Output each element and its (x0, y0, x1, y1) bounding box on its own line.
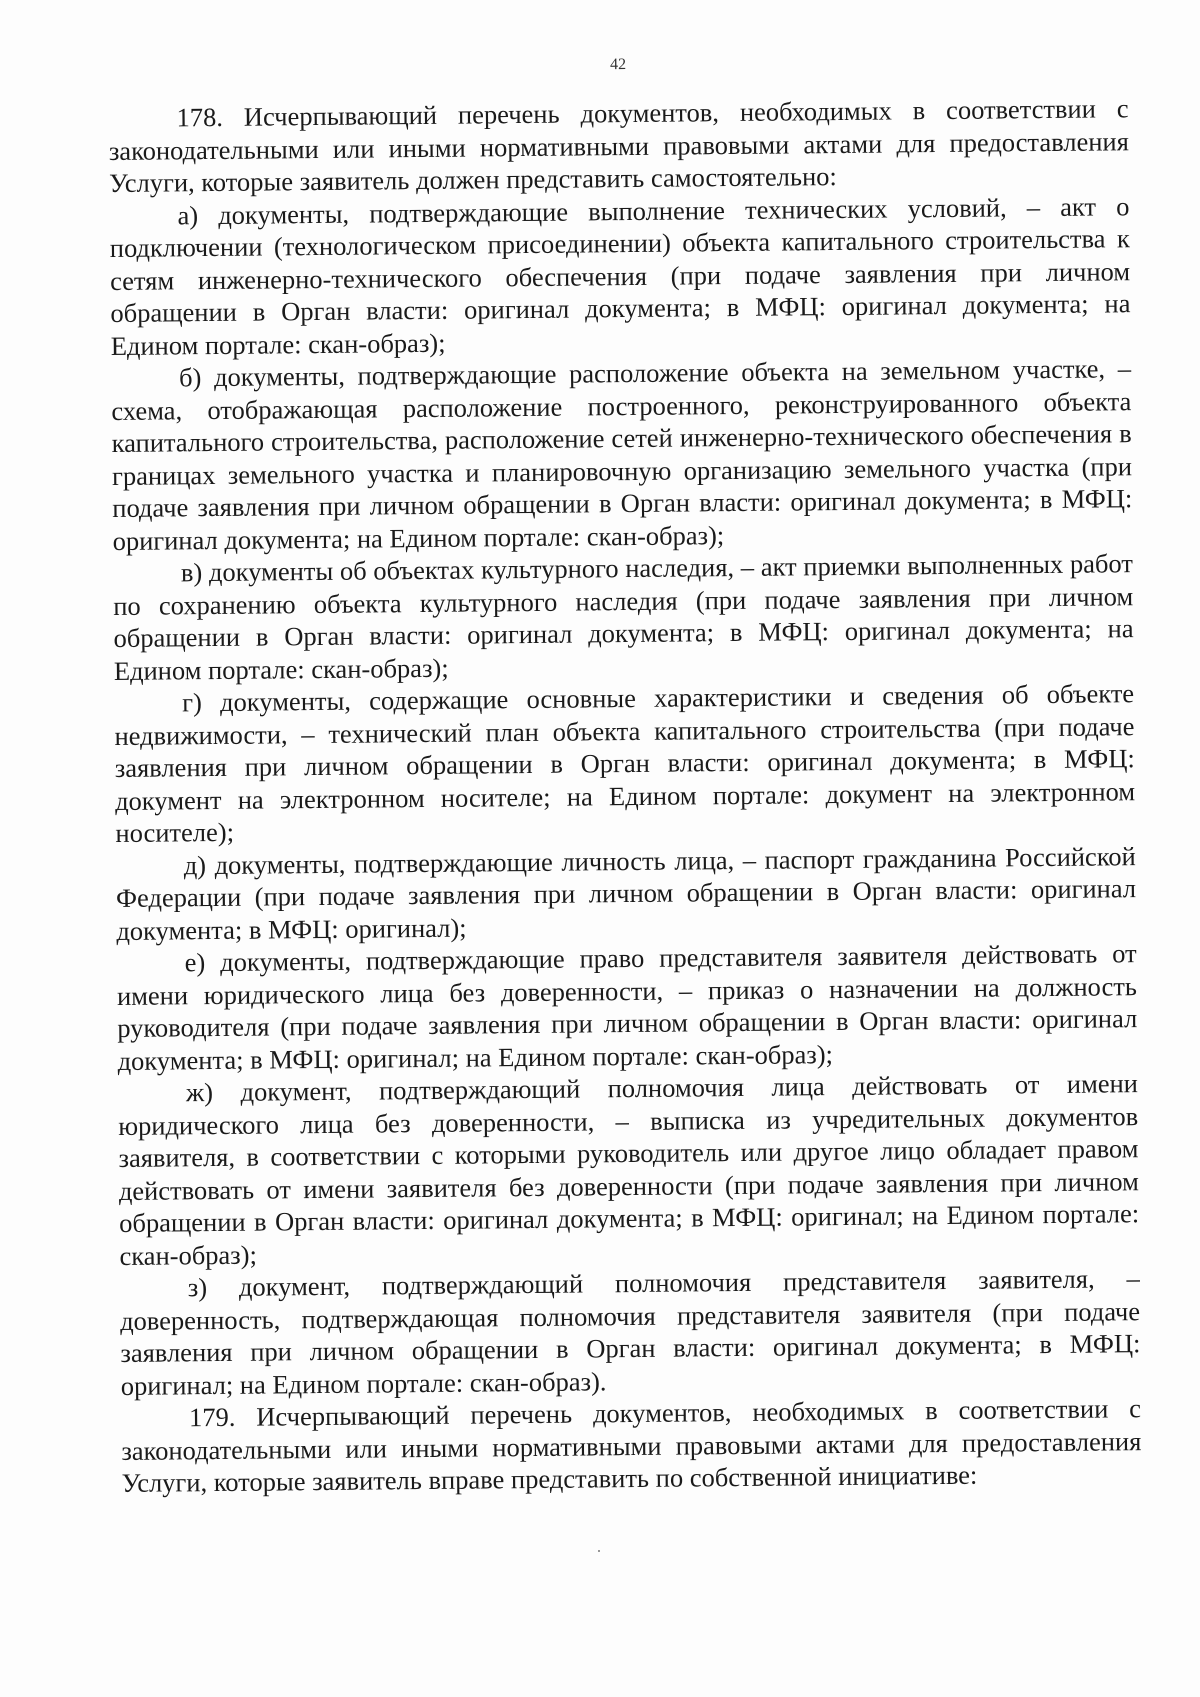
page-number: 42 (609, 56, 627, 74)
list-item-v: в) документы об объектах культурного наследия, – акт приемки выполненных работ по сохранению объекта культурного наследия (при подаче заявления при личном обращении в Орган власти: оригинал документа; в МФЦ: оригинал документа; на Едином портале: скан-образ); (113, 548, 1134, 686)
document-body (108, 50, 1142, 1499)
list-item-a: а) документы, подтверждающие выполнение технических условий, – акт о подключении (технологическом присоединении) объекта капитального строительства к сетям инженерно-технического обеспечения (при подаче заявления при личном обращении в Орган власти: оригинал документа; в МФЦ: оригинал документа; на Едином портале: скан-образ); (109, 190, 1131, 361)
paragraph-179: 179. Исчерпывающий перечень документов, необходимых в соответствии с законодательными или иными нормативными правовыми актами для предоставления Услуги, которые заявитель вправе представить по собственной инициативе: (121, 1393, 1142, 1498)
scan-speck (598, 1550, 600, 1552)
list-item-b: б) документы, подтверждающие расположение объекта на земельном участке, – схема, отображающая расположение построенного, реконструированного объекта капитального строительства, расположение сетей инженерно-технического обеспечения в границах земельного участка и планировочную организацию земельного участка (при подаче заявления при личном обращении в Орган власти: оригинал документа; в МФЦ: оригинал документа; на Едином портале: скан-образ); (111, 353, 1133, 556)
list-item-g: г) документы, содержащие основные характеристики и сведения об объекте недвижимости, – технический план объекта капитального строительства (при подаче заявления при личном обращении в Орган власти: оригинал документа; в МФЦ: документ на электронном носителе; на Едином портале: документ на электронном носителе); (114, 678, 1136, 848)
paragraph-178: 178. Исчерпывающий перечень документов, необходимых в соответствии с законодательными или иными нормативными правовыми актами для предоставления Услуги, которые заявитель должен представить самостоятельно: (108, 93, 1129, 198)
list-item-e: е) документы, подтверждающие право представителя заявителя действовать от имени юридического лица без доверенности, – приказ о назначении на должность руководителя (при подаче заявления при личном обращении в Орган власти: оригинал документа; в МФЦ: оригинал; на Едином портале: скан-образ); (116, 938, 1138, 1076)
list-item-zh: ж) документ, подтверждающий полномочия лица действовать от имени юридического лица без доверенности, – выписка из учредительных документов заявителя, в соответствии с которыми руководитель или другое лицо обладает правом действовать от имени заявителя без доверенности (при подаче заявления при личном обращении в Орган власти: оригинал документа; в МФЦ: оригинал; на Едином портале: скан-образ); (118, 1068, 1140, 1271)
list-item-z: з) документ, подтверждающий полномочия представителя заявителя, – доверенность, подтверждающая полномочия представителя заявителя (при подаче заявления при личном обращении в Орган власти: оригинал документа; в МФЦ: оригинал; на Едином портале: скан-образ). (119, 1263, 1141, 1401)
list-item-d: д) документы, подтверждающие личность лица, – паспорт гражданина Российской Федерации (при подаче заявления при личном обращении в Орган власти: оригинал документа; в МФЦ: оригинал); (115, 840, 1137, 946)
